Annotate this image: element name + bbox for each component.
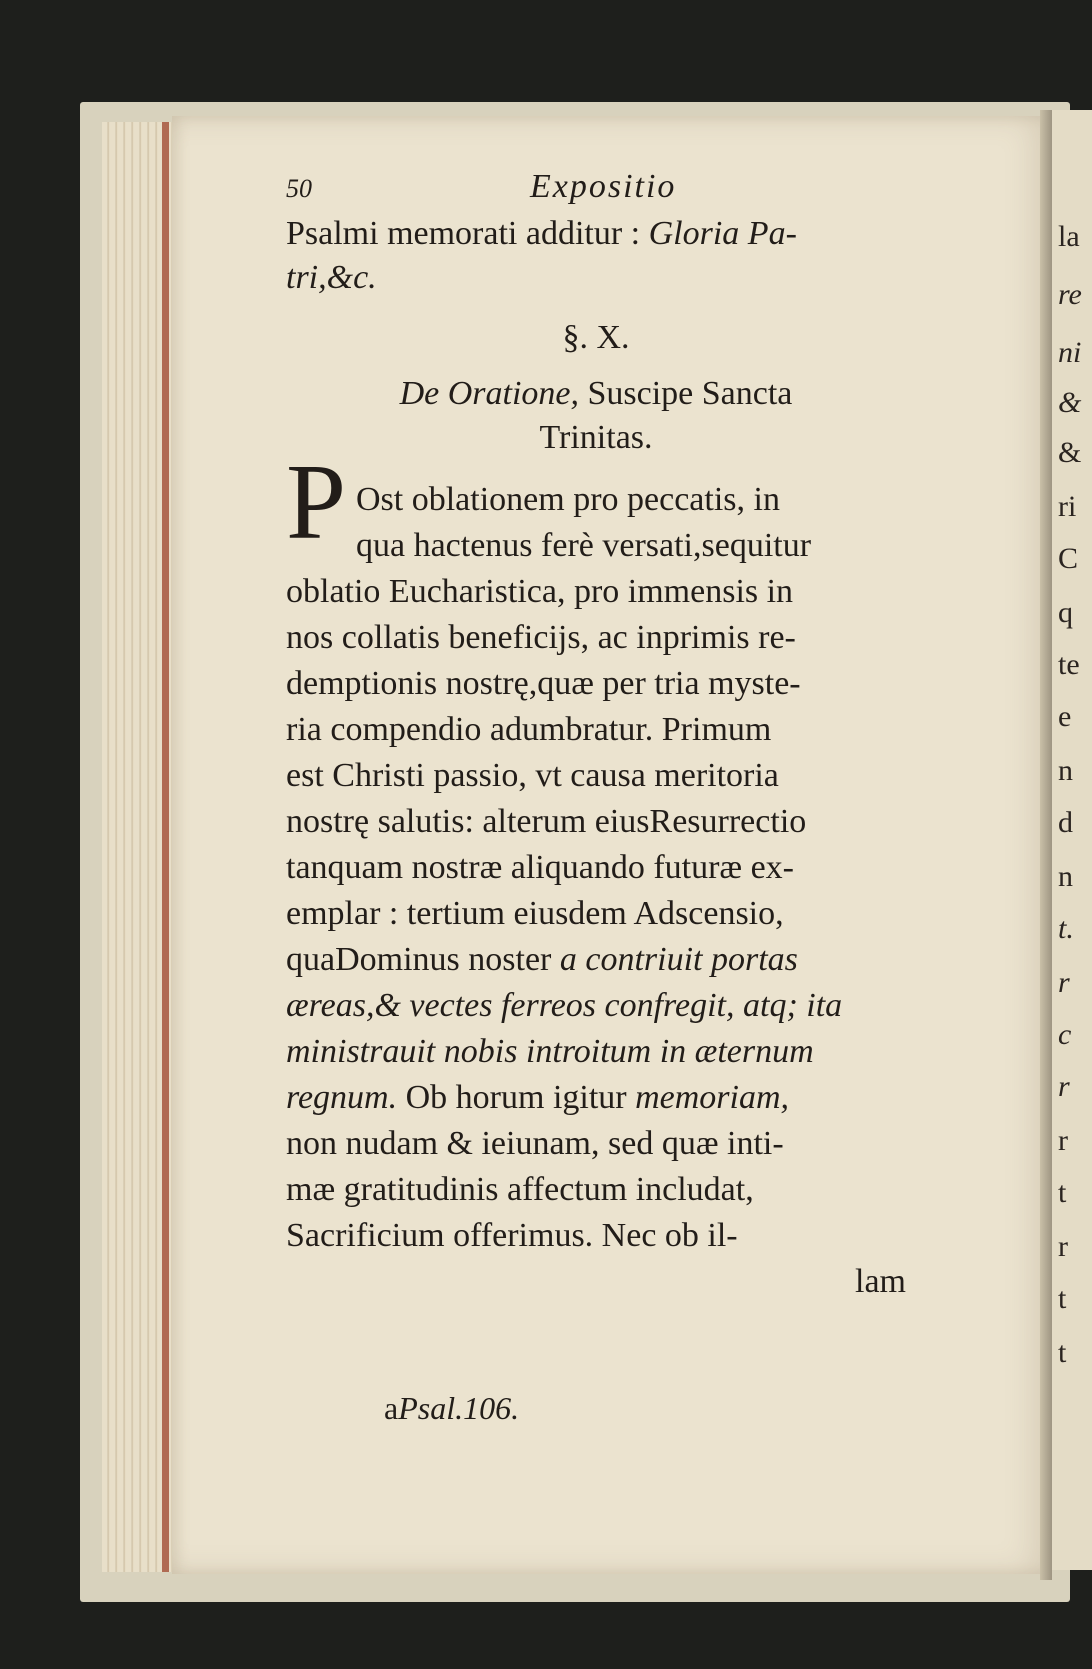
running-title: Expositio <box>530 168 677 205</box>
page-header <box>286 168 906 208</box>
text-line: nostrę salutis: alterum eiusResurrectio <box>286 803 807 840</box>
text-line: mæ gratitudinis affectum includat, <box>286 1171 754 1208</box>
next-page-frag: r <box>1058 966 1070 999</box>
text-line: demptionis nostrę,quæ per tria myste- <box>286 665 801 702</box>
next-page-frag: d <box>1058 806 1073 839</box>
text-line: est Christi passio, vt causa meritoria <box>286 757 779 794</box>
text-line: Sacrificium offerimus. Nec ob il- <box>286 1217 738 1254</box>
section-heading <box>286 374 906 414</box>
footnote-marker: a <box>384 1390 399 1426</box>
next-page-frag: n <box>1058 754 1073 787</box>
next-page-frag: & <box>1058 386 1082 419</box>
next-page-frag: r <box>1058 1124 1068 1157</box>
continuation-italic: Gloria Pa- <box>648 215 797 252</box>
section-heading-line2: Trinitas. <box>539 419 653 456</box>
page-number: 50 <box>286 174 312 203</box>
text-line: nos collatis beneficijs, ac inprimis re- <box>286 619 796 656</box>
text-line: emplar : tertium eiusdem Adscensio, <box>286 895 784 932</box>
text-line: tri,&c. <box>286 259 377 296</box>
text-line: oblatio Eucharistica, pro immensis in <box>286 573 794 610</box>
text-italic: regnum. <box>286 1079 398 1116</box>
text-line <box>286 940 798 980</box>
next-page-frag: r <box>1058 1230 1068 1263</box>
right-page-fragment <box>1052 110 1092 1570</box>
next-page-frag: c <box>1058 1018 1072 1051</box>
next-page-frag: C <box>1058 542 1079 575</box>
next-page-frag: ni <box>1058 336 1082 369</box>
text-line: Ost oblationem pro peccatis, in <box>356 481 780 518</box>
next-page-frag: ri <box>1058 490 1077 523</box>
footnote <box>384 1390 519 1427</box>
continuation-roman: Psalmi memorati additur : <box>286 215 641 252</box>
next-page-frag: la <box>1058 220 1080 253</box>
footnote-reference: Psal.106. <box>398 1390 520 1426</box>
book-gutter <box>1040 110 1052 1580</box>
red-edge-stripe <box>162 122 169 1572</box>
drop-cap: P <box>286 443 347 562</box>
next-page-frag: t. <box>1058 912 1074 945</box>
text-line: qua hactenus ferè versati,sequitur <box>356 527 812 564</box>
text-line <box>286 214 797 254</box>
section-number: §. X. <box>562 319 630 356</box>
catchword: lam <box>855 1263 906 1300</box>
text-roman: Ob horum igitur <box>405 1079 627 1116</box>
text-italic: memoriam, <box>635 1079 790 1116</box>
next-page-frag: e <box>1058 700 1072 733</box>
next-page-frag: n <box>1058 860 1073 893</box>
next-page-frag: te <box>1058 648 1080 681</box>
text-line: tanquam nostræ aliquando futuræ ex- <box>286 849 795 886</box>
next-page-frag: & <box>1058 436 1082 469</box>
section-heading-italic: De Oratione, <box>399 375 579 412</box>
page-stack-edge <box>102 122 182 1572</box>
text-line: ria compendio adumbratur. Primum <box>286 711 772 748</box>
text-line: ministrauit nobis introitum in æternum <box>286 1033 814 1070</box>
next-page-frag: t <box>1058 1176 1067 1209</box>
text-line: æreas,& vectes ferreos confregit, atq; ita <box>286 987 843 1024</box>
next-page-frag: q <box>1058 596 1073 629</box>
text-line <box>286 1078 789 1118</box>
text-roman: quaDominus noster <box>286 941 552 978</box>
section-heading-roman: Suscipe Sancta <box>587 375 793 412</box>
text-italic: a contriuit portas <box>559 941 798 978</box>
next-page-frag: t <box>1058 1336 1067 1369</box>
next-page-frag: r <box>1058 1070 1070 1103</box>
next-page-frag: re <box>1058 278 1082 311</box>
next-page-frag: t <box>1058 1282 1067 1315</box>
text-line: non nudam & ieiunam, sed quæ inti- <box>286 1125 784 1162</box>
